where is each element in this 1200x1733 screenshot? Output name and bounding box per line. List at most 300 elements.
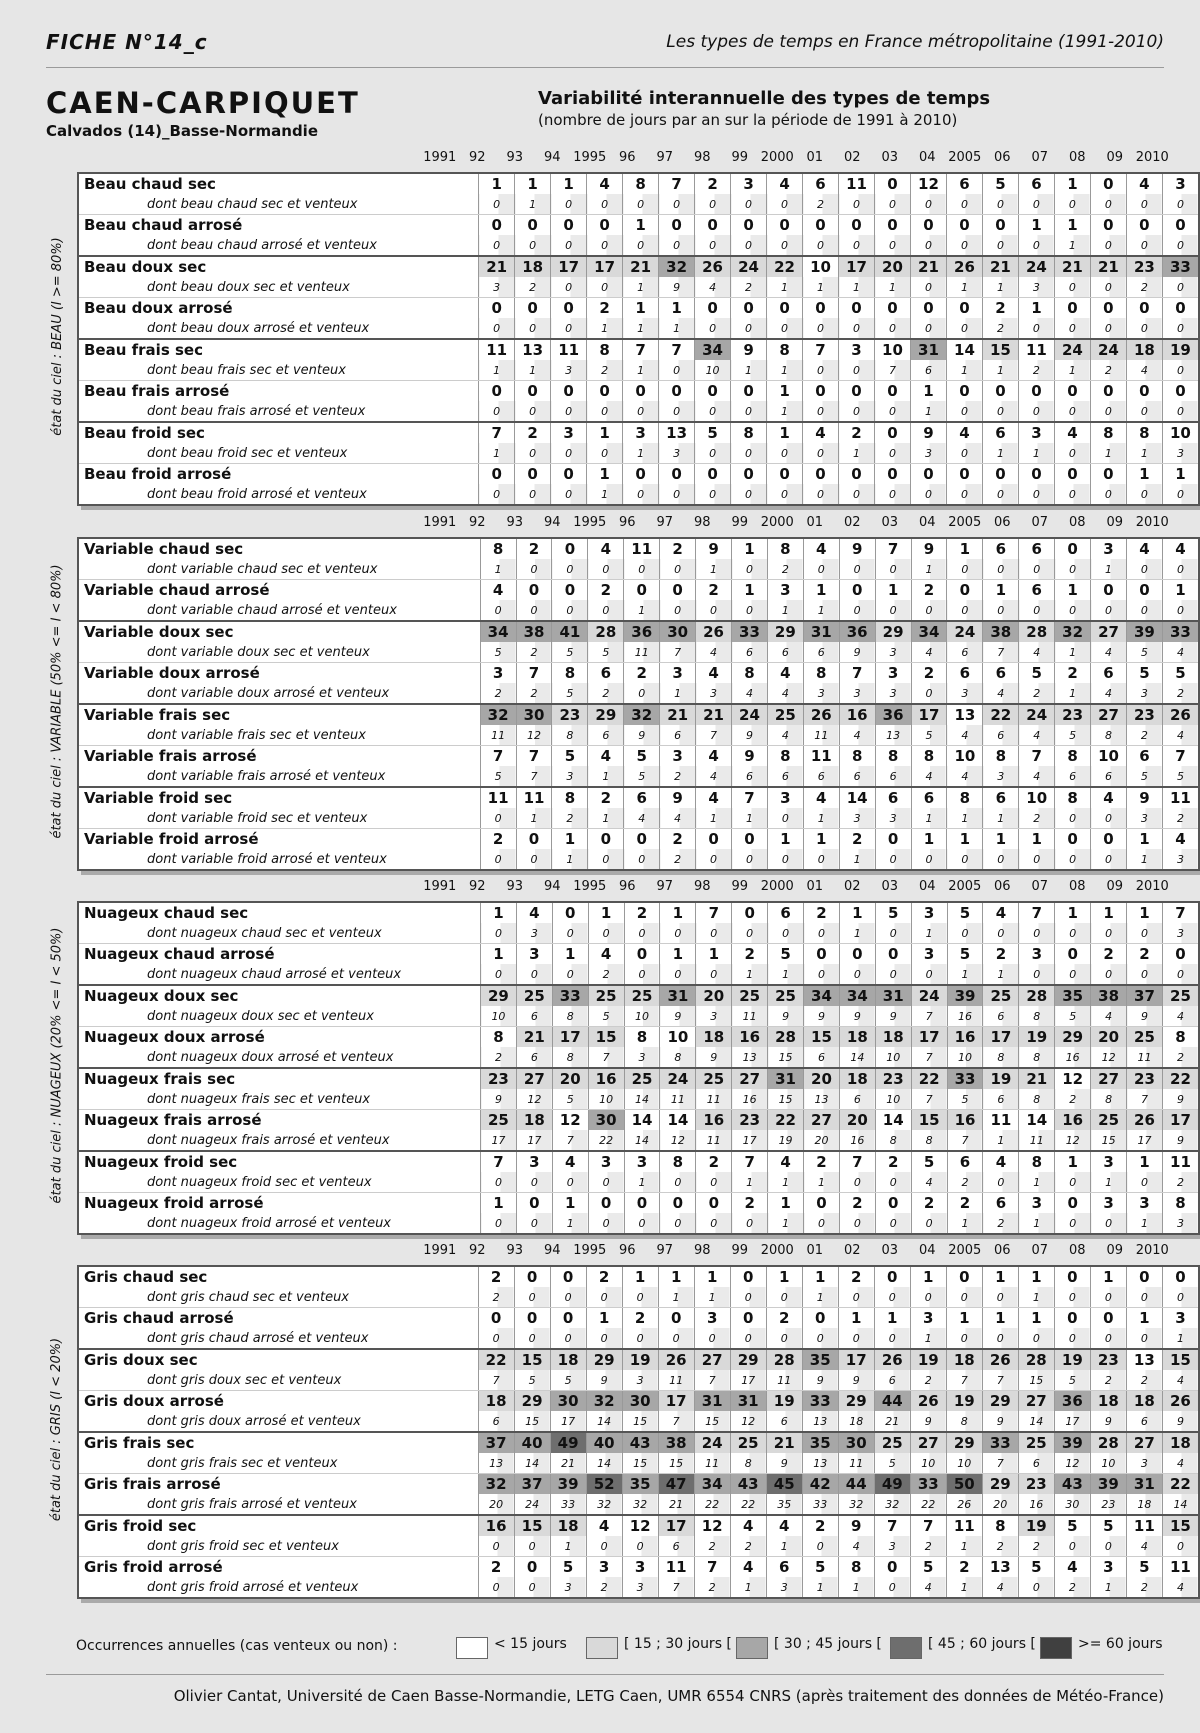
value-cell: 0 (874, 1557, 910, 1578)
value-cell: 4 (587, 173, 623, 194)
value-cell: 4 (803, 787, 839, 808)
value-cell: 39 (1090, 1474, 1126, 1495)
value-cell: 7 (1019, 902, 1055, 923)
value-cell: 16 (478, 1515, 514, 1536)
windy-value-cell: 0 (623, 484, 659, 505)
value-cell: 3 (1018, 422, 1054, 443)
table-subrow (78, 277, 1199, 298)
weather-type-label: Nuageux froid sec (84, 1153, 238, 1171)
windy-value-cell: 0 (1091, 849, 1127, 870)
value-cell: 0 (587, 381, 623, 402)
windy-value-cell: 0 (767, 443, 803, 464)
value-cell: 17 (658, 1515, 694, 1536)
windy-value-cell: 0 (587, 443, 623, 464)
value-cell: 3 (1091, 1151, 1127, 1172)
value-cell: 31 (803, 621, 839, 642)
windy-value-cell: 0 (732, 559, 768, 580)
windy-value-cell: 3 (551, 360, 587, 381)
value-cell: 6 (766, 1557, 802, 1578)
value-cell: 3 (480, 663, 516, 684)
year-label: 92 (468, 1243, 486, 1258)
windy-value-cell: 0 (588, 849, 624, 870)
windy-value-cell: 5 (588, 1006, 624, 1027)
value-cell: 20 (696, 985, 732, 1006)
windy-value-cell: 11 (696, 1089, 732, 1110)
value-cell: 14 (946, 339, 982, 360)
windy-value-cell: 0 (551, 443, 587, 464)
windy-value-cell: 16 (1055, 1047, 1091, 1068)
value-cell: 39 (550, 1474, 586, 1495)
table-subrow (78, 725, 1199, 746)
windy-value-cell: 0 (839, 360, 875, 381)
windy-value-cell: 11 (624, 642, 660, 663)
windy-value-cell: 4 (696, 642, 732, 663)
windy-value-cell: 0 (515, 235, 551, 256)
value-cell: 0 (730, 1266, 766, 1287)
weather-type-label: Variable froid arrosé (84, 830, 259, 848)
value-cell: 14 (624, 1110, 660, 1131)
windy-value-cell: 8 (1019, 1047, 1055, 1068)
windy-value-cell: 0 (839, 484, 875, 505)
year-label: 01 (806, 515, 824, 530)
windy-value-cell: 0 (515, 484, 551, 505)
value-cell: 2 (1055, 663, 1091, 684)
windy-value-cell: 0 (479, 401, 515, 422)
value-cell: 1 (1162, 580, 1199, 601)
windy-value-cell: 0 (802, 1328, 838, 1349)
windy-value-cell: 3 (1126, 1453, 1162, 1474)
value-cell: 18 (1126, 339, 1162, 360)
value-cell: 7 (694, 1557, 730, 1578)
value-cell: 15 (588, 1027, 624, 1048)
windy-value-cell: 3 (479, 277, 515, 298)
windy-subtype-label: dont variable frais arrosé et venteux (78, 766, 480, 787)
windy-value-cell: 7 (947, 1130, 983, 1151)
value-cell: 41 (552, 621, 588, 642)
windy-value-cell: 0 (839, 235, 875, 256)
value-cell: 29 (982, 1391, 1018, 1412)
weather-type-label: Nuageux frais sec (84, 1070, 236, 1088)
windy-value-cell: 6 (516, 1047, 552, 1068)
value-cell: 0 (587, 215, 623, 236)
windy-value-cell: 0 (802, 1536, 838, 1557)
value-cell: 0 (1126, 580, 1162, 601)
windy-value-cell: 6 (839, 1089, 875, 1110)
value-cell: 33 (910, 1474, 946, 1495)
windy-value-cell: 14 (624, 1089, 660, 1110)
windy-value-cell: 1 (552, 849, 588, 870)
value-cell: 4 (588, 944, 624, 965)
value-cell: 1 (552, 1193, 588, 1214)
value-cell: 4 (730, 1515, 766, 1536)
value-cell: 4 (552, 1151, 588, 1172)
value-cell: 9 (910, 422, 946, 443)
table-row (78, 829, 1199, 850)
value-cell: 0 (478, 1308, 514, 1329)
value-cell: 1 (551, 173, 587, 194)
weather-type-label: Variable doux sec (84, 623, 234, 641)
value-cell: 29 (586, 1349, 622, 1370)
windy-value-cell: 1 (1090, 1577, 1126, 1598)
weather-type-label: Beau doux sec (84, 258, 207, 276)
value-cell: 19 (622, 1349, 658, 1370)
value-cell: 27 (1018, 1391, 1054, 1412)
windy-value-cell: 6 (983, 1006, 1019, 1027)
value-cell: 25 (696, 1068, 732, 1089)
windy-value-cell: 17 (1127, 1130, 1163, 1151)
value-cell: 0 (1126, 298, 1162, 319)
windy-value-cell: 3 (1126, 808, 1162, 829)
value-cell: 1 (694, 1266, 730, 1287)
value-cell: 10 (1091, 746, 1127, 767)
value-cell: 2 (766, 1308, 802, 1329)
value-cell: 18 (550, 1349, 586, 1370)
value-cell: 2 (839, 1193, 875, 1214)
windy-value-cell: 5 (1126, 766, 1162, 787)
value-cell: 0 (550, 1308, 586, 1329)
year-label: 04 (918, 515, 936, 530)
windy-value-cell: 0 (1018, 235, 1054, 256)
weather-type-label: Gris froid sec (84, 1517, 197, 1535)
windy-value-cell: 0 (982, 194, 1018, 215)
year-label: 03 (881, 150, 899, 165)
value-cell: 4 (1126, 173, 1162, 194)
value-cell: 18 (839, 1027, 875, 1048)
windy-value-cell: 3 (552, 766, 588, 787)
weather-type-label: Beau froid sec (84, 424, 205, 442)
windy-value-cell: 7 (696, 725, 732, 746)
value-cell: 8 (587, 339, 623, 360)
windy-value-cell: 4 (767, 725, 803, 746)
windy-value-cell: 10 (481, 1006, 517, 1027)
value-cell: 0 (588, 829, 624, 850)
year-label: 2000 (760, 150, 794, 165)
windy-value-cell: 6 (732, 766, 768, 787)
value-cell: 8 (1126, 422, 1162, 443)
legend-item-label: < 15 jours (494, 1636, 567, 1652)
value-cell: 0 (479, 215, 515, 236)
value-cell: 18 (946, 1349, 982, 1370)
value-cell: 29 (730, 1349, 766, 1370)
windy-value-cell: 4 (983, 683, 1019, 704)
value-cell: 14 (839, 787, 875, 808)
windy-value-cell: 0 (732, 600, 768, 621)
windy-value-cell: 1 (515, 194, 551, 215)
windy-value-cell: 15 (694, 1411, 730, 1432)
table-subrow (78, 360, 1199, 381)
windy-value-cell: 1 (587, 484, 623, 505)
value-cell: 4 (696, 746, 732, 767)
windy-value-cell: 3 (624, 1047, 660, 1068)
year-label: 97 (656, 879, 674, 894)
windy-value-cell: 0 (514, 1577, 550, 1598)
value-cell: 0 (946, 1266, 982, 1287)
value-cell: 4 (1054, 1557, 1090, 1578)
value-cell: 31 (1126, 1474, 1162, 1495)
value-cell: 15 (514, 1515, 550, 1536)
value-cell: 27 (1091, 621, 1127, 642)
windy-value-cell: 0 (479, 194, 515, 215)
value-cell: 2 (802, 1515, 838, 1536)
value-cell: 1 (1162, 464, 1199, 485)
value-cell: 10 (1162, 422, 1199, 443)
year-label: 09 (1106, 150, 1124, 165)
windy-value-cell: 17 (730, 1370, 766, 1391)
value-cell: 0 (1162, 381, 1199, 402)
value-cell: 28 (1019, 621, 1055, 642)
value-cell: 31 (910, 339, 946, 360)
table-subrow (78, 766, 1199, 787)
windy-value-cell: 7 (552, 1130, 588, 1151)
windy-value-cell: 3 (516, 923, 552, 944)
value-cell: 11 (658, 1557, 694, 1578)
value-cell: 29 (481, 985, 517, 1006)
value-cell: 2 (587, 298, 623, 319)
windy-subtype-label: dont gris froid arrosé et venteux (78, 1577, 478, 1598)
value-cell: 21 (982, 256, 1018, 277)
windy-value-cell: 22 (730, 1494, 766, 1515)
windy-value-cell: 7 (516, 766, 552, 787)
value-cell: 0 (551, 381, 587, 402)
weather-type-label: Gris frais arrosé (84, 1475, 221, 1493)
value-cell: 7 (480, 746, 516, 767)
value-cell: 4 (1162, 829, 1199, 850)
value-cell: 8 (838, 1557, 874, 1578)
value-cell: 1 (839, 902, 875, 923)
value-cell: 2 (732, 1193, 768, 1214)
value-cell: 26 (658, 1349, 694, 1370)
windy-value-cell: 0 (696, 1213, 732, 1234)
value-cell: 30 (588, 1110, 624, 1131)
value-cell: 0 (839, 464, 875, 485)
windy-value-cell: 0 (1162, 484, 1199, 505)
windy-subtype-label: dont variable frais sec et venteux (78, 725, 480, 746)
value-cell: 0 (731, 381, 767, 402)
windy-value-cell: 1 (802, 1577, 838, 1598)
value-cell: 0 (946, 298, 982, 319)
windy-value-cell: 12 (1054, 1453, 1090, 1474)
value-cell: 18 (875, 1027, 911, 1048)
value-cell: 0 (479, 464, 515, 485)
windy-value-cell: 2 (1090, 360, 1126, 381)
year-label: 08 (1068, 1243, 1086, 1258)
table-subrow (78, 318, 1199, 339)
windy-value-cell: 0 (1162, 194, 1199, 215)
windy-value-cell: 0 (1162, 600, 1199, 621)
windy-value-cell: 3 (622, 1577, 658, 1598)
windy-value-cell: 0 (515, 318, 551, 339)
year-label: 94 (543, 150, 561, 165)
value-cell: 35 (622, 1474, 658, 1495)
windy-value-cell: 0 (1090, 401, 1126, 422)
value-cell: 0 (624, 944, 660, 965)
value-cell: 1 (838, 1308, 874, 1329)
value-cell: 0 (1090, 215, 1126, 236)
windy-value-cell: 0 (804, 964, 840, 985)
windy-value-cell: 0 (1126, 484, 1162, 505)
value-cell: 5 (1090, 1515, 1126, 1536)
weather-type-label: Gris chaud sec (84, 1268, 208, 1286)
station-department: Calvados (14)_Basse-Normandie (46, 122, 318, 140)
value-cell: 8 (552, 787, 588, 808)
value-cell: 3 (1162, 1308, 1199, 1329)
windy-value-cell: 32 (586, 1494, 622, 1515)
windy-value-cell: 3 (1162, 849, 1199, 870)
year-label: 1991 (423, 515, 457, 530)
value-cell: 3 (1127, 1193, 1163, 1214)
year-label: 03 (881, 1243, 899, 1258)
windy-value-cell: 3 (659, 443, 695, 464)
value-cell: 8 (875, 746, 911, 767)
year-label: 97 (656, 150, 674, 165)
windy-value-cell: 6 (732, 642, 768, 663)
windy-value-cell: 0 (660, 964, 696, 985)
value-cell: 18 (478, 1391, 514, 1412)
value-cell: 38 (516, 621, 552, 642)
windy-value-cell: 1 (1019, 1213, 1055, 1234)
weather-type-label: Beau frais arrosé (84, 382, 230, 400)
value-cell: 5 (768, 944, 804, 965)
value-cell: 29 (838, 1391, 874, 1412)
value-cell: 1 (1055, 1151, 1091, 1172)
windy-value-cell: 0 (983, 1172, 1019, 1193)
windy-value-cell: 17 (550, 1411, 586, 1432)
table-row (78, 1266, 1199, 1287)
windy-subtype-label: dont variable froid sec et venteux (78, 808, 480, 829)
windy-value-cell: 0 (516, 559, 552, 580)
value-cell: 5 (1162, 663, 1199, 684)
value-cell: 1 (982, 1266, 1018, 1287)
variability-title: Variabilité interannuelle des types de temps (538, 88, 991, 109)
value-cell: 27 (516, 1068, 552, 1089)
windy-value-cell: 0 (1127, 1172, 1163, 1193)
windy-subtype-label: dont beau froid arrosé et venteux (78, 484, 479, 505)
windy-value-cell: 2 (1019, 683, 1055, 704)
value-cell: 13 (659, 422, 695, 443)
windy-value-cell: 9 (768, 1006, 804, 1027)
windy-value-cell: 2 (660, 766, 696, 787)
windy-value-cell: 9 (839, 1006, 875, 1027)
value-cell: 30 (516, 704, 552, 725)
windy-value-cell: 33 (802, 1494, 838, 1515)
windy-subtype-label: dont beau doux sec et venteux (78, 277, 479, 298)
windy-value-cell: 0 (586, 1328, 622, 1349)
value-cell: 8 (839, 746, 875, 767)
value-cell: 0 (1090, 464, 1126, 485)
value-cell: 7 (732, 787, 768, 808)
windy-value-cell: 0 (479, 235, 515, 256)
windy-value-cell: 6 (983, 725, 1019, 746)
value-cell: 37 (1127, 985, 1163, 1006)
value-cell: 31 (660, 985, 696, 1006)
windy-subtype-label: dont gris doux arrosé et venteux (78, 1411, 478, 1432)
value-cell: 4 (766, 1515, 802, 1536)
windy-value-cell: 2 (694, 1536, 730, 1557)
value-cell: 7 (803, 339, 839, 360)
windy-value-cell: 0 (1019, 849, 1055, 870)
windy-value-cell: 4 (1162, 642, 1199, 663)
windy-subtype-label: dont variable froid arrosé et venteux (78, 849, 480, 870)
value-cell: 28 (588, 621, 624, 642)
windy-value-cell: 1 (838, 1577, 874, 1598)
value-cell: 2 (838, 1266, 874, 1287)
windy-value-cell: 6 (767, 766, 803, 787)
value-cell: 1 (875, 580, 911, 601)
windy-value-cell: 22 (588, 1130, 624, 1151)
windy-value-cell: 0 (732, 1213, 768, 1234)
value-cell: 14 (875, 1110, 911, 1131)
windy-value-cell: 13 (732, 1047, 768, 1068)
windy-value-cell: 0 (1054, 194, 1090, 215)
value-cell: 30 (622, 1391, 658, 1412)
document-title: Les types de temps en France métropolitaine (1991-2010) (666, 32, 1164, 52)
value-cell: 8 (767, 538, 803, 559)
windy-value-cell: 0 (1054, 484, 1090, 505)
windy-value-cell: 0 (875, 318, 911, 339)
value-cell: 0 (982, 381, 1018, 402)
year-label: 2010 (1135, 515, 1169, 530)
windy-value-cell: 0 (1090, 1328, 1126, 1349)
windy-value-cell: 1 (1018, 443, 1054, 464)
year-label: 09 (1106, 879, 1124, 894)
windy-value-cell: 1 (1091, 1172, 1127, 1193)
windy-value-cell: 0 (803, 235, 839, 256)
value-cell: 35 (802, 1432, 838, 1453)
windy-value-cell: 20 (478, 1494, 514, 1515)
windy-value-cell: 0 (911, 1213, 947, 1234)
value-cell: 16 (947, 1027, 983, 1048)
table-subrow (78, 1130, 1199, 1151)
value-cell: 21 (1090, 256, 1126, 277)
value-cell: 0 (1126, 215, 1162, 236)
value-cell: 7 (1019, 746, 1055, 767)
windy-value-cell: 0 (803, 360, 839, 381)
windy-value-cell: 4 (660, 808, 696, 829)
year-label: 96 (618, 515, 636, 530)
value-cell: 7 (659, 339, 695, 360)
value-cell: 36 (875, 704, 911, 725)
value-cell: 0 (732, 829, 768, 850)
windy-value-cell: 0 (586, 1287, 622, 1308)
windy-value-cell: 1 (1090, 443, 1126, 464)
windy-value-cell: 32 (874, 1494, 910, 1515)
value-cell: 2 (478, 1266, 514, 1287)
value-cell: 35 (1055, 985, 1091, 1006)
windy-value-cell: 11 (1127, 1047, 1163, 1068)
windy-value-cell: 6 (874, 1370, 910, 1391)
weather-type-label: Nuageux frais arrosé (84, 1111, 262, 1129)
year-label: 08 (1068, 515, 1086, 530)
windy-value-cell: 9 (624, 725, 660, 746)
windy-value-cell: 0 (696, 964, 732, 985)
windy-value-cell: 2 (947, 1172, 983, 1193)
value-cell: 17 (839, 256, 875, 277)
windy-value-cell: 2 (1162, 683, 1199, 704)
windy-value-cell: 0 (587, 401, 623, 422)
value-cell: 32 (624, 704, 660, 725)
windy-value-cell: 10 (624, 1006, 660, 1027)
windy-value-cell: 2 (767, 559, 803, 580)
windy-value-cell: 0 (982, 1328, 1018, 1349)
year-label: 97 (656, 515, 674, 530)
windy-value-cell: 14 (514, 1453, 550, 1474)
value-cell: 11 (983, 1110, 1019, 1131)
windy-value-cell: 0 (623, 194, 659, 215)
value-cell: 21 (1019, 1068, 1055, 1089)
windy-value-cell: 11 (803, 725, 839, 746)
value-cell: 8 (731, 422, 767, 443)
windy-value-cell: 3 (1018, 277, 1054, 298)
